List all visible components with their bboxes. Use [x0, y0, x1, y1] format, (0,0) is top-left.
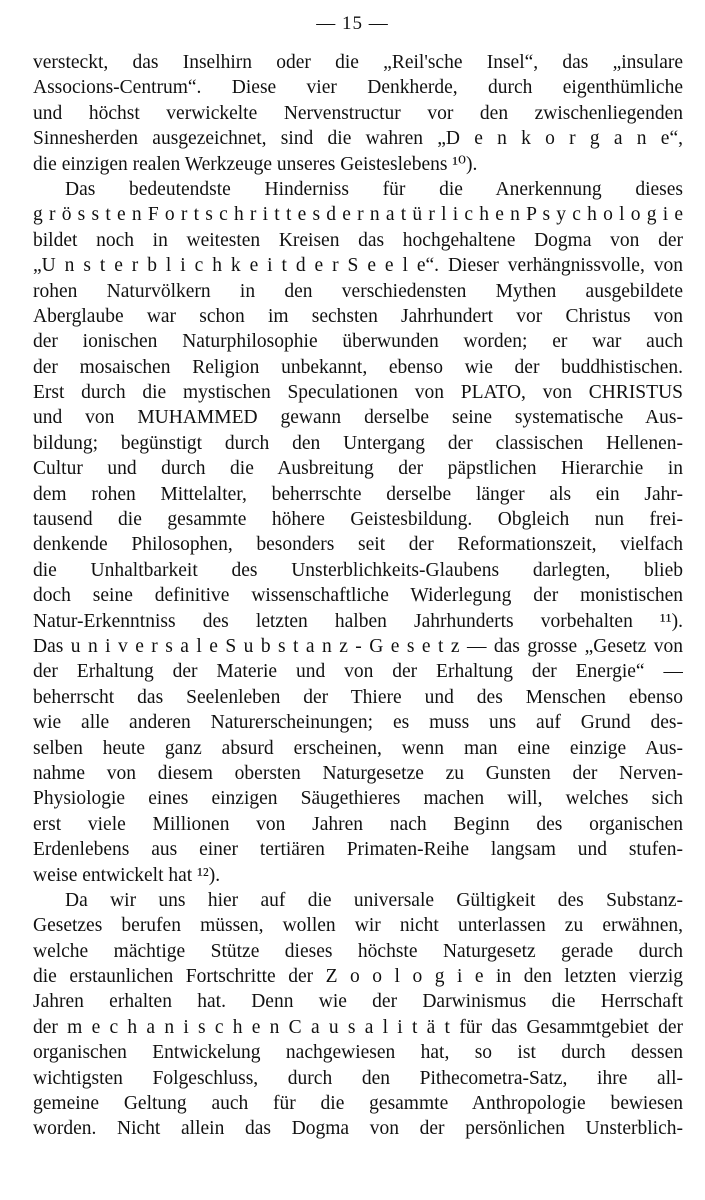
text-line: g r ö s s t e n F o r t s c h r i t t e s d e r n a t ü r l i c h e n P s y c h o l o g i e — [33, 204, 683, 226]
body-text — [33, 50, 683, 1142]
text-line: Jahren erhalten hat. Denn wie der Darwinismus die Herrschaft — [33, 991, 683, 1013]
text-line: wichtigsten Folgeschluss, durch den Pithecometra-Satz, ihre all- — [33, 1067, 683, 1089]
text-line: Associons-Centrum“. Diese vier Denkherde, durch eigenthümliche — [33, 77, 683, 99]
text-line: welche mächtige Stütze dieses höchste Naturgesetz gerade durch — [33, 940, 683, 962]
page-number: — 15 — — [316, 13, 389, 34]
text-line: Erst durch die mystischen Speculationen von PLATO, von CHRISTUS — [33, 382, 683, 404]
text-line: erst viele Millionen von Jahren nach Beginn des organischen — [33, 813, 683, 835]
text-line: bildet noch in weitesten Kreisen das hochgehaltene Dogma von der — [33, 229, 683, 251]
text-line: Sinnesherden ausgezeichnet, sind die wahren „D e n k o r g a n e“, — [33, 128, 683, 150]
text-line: organischen Entwickelung nachgewiesen hat, so ist durch dessen — [33, 1042, 683, 1064]
text-line: rohen Naturvölkern in den verschiedensten Mythen ausgebildete — [33, 280, 683, 302]
text-line: der m e c h a n i s c h e n C a u s a l i t ä t für das Gesammtgebiet der — [33, 1016, 683, 1038]
text-line: „U n s t e r b l i c h k e i t d e r S e e l e“. Dieser verhängnissvolle, von — [33, 255, 683, 277]
text-line: der ionischen Naturphilosophie überwunden worden; er war auch — [33, 331, 683, 353]
text-line: Erdenlebens aus einer tertiären Primaten-Reihe langsam und stufen- — [33, 839, 683, 861]
text-line: wie alle anderen Naturerscheinungen; es muss uns auf Grund des- — [33, 712, 683, 734]
text-line: Da wir uns hier auf die universale Gültigkeit des Substanz- — [65, 889, 683, 911]
text-line: Cultur und durch die Ausbreitung der päpstlichen Hierarchie in — [33, 458, 683, 480]
text-line: selben heute ganz absurd erscheinen, wenn man eine einzige Aus- — [33, 737, 683, 759]
text-line: die Unhaltbarkeit des Unsterblichkeits-Glaubens darlegten, blieb — [33, 559, 683, 581]
text-line: weise entwickelt hat ¹²). — [33, 864, 221, 886]
text-line: und höchst verwickelte Nervenstructur vor den zwischenliegenden — [33, 102, 683, 124]
text-line: Gesetzes berufen müssen, wollen wir nicht unterlassen zu erwähnen, — [33, 915, 683, 937]
text-line: Das bedeutendste Hinderniss für die Anerkennung dieses — [65, 178, 683, 200]
text-line: der mosaischen Religion unbekannt, ebenso wie der buddhistischen. — [33, 356, 683, 378]
text-line: gemeine Geltung auch für die gesammte Anthropologie bewiesen — [33, 1093, 683, 1115]
text-line: nahme von diesem obersten Naturgesetze zu Gunsten der Nerven- — [33, 762, 683, 784]
text-line: dem rohen Mittelalter, beherrschte derselbe länger als ein Jahr- — [33, 483, 683, 505]
text-line: bildung; begünstigt durch den Untergang der classischen Hellenen- — [33, 432, 683, 454]
text-line: doch seine definitive wissenschaftliche Widerlegung der monistischen — [33, 585, 683, 607]
text-line: Das u n i v e r s a l e S u b s t a n z - G e s e t z — das grosse „Gesetz von — [33, 635, 683, 657]
text-line: der Erhaltung der Materie und von der Erhaltung der Energie“ — — [33, 661, 683, 683]
text-line: Aberglaube war schon im sechsten Jahrhundert vor Christus von — [33, 305, 683, 327]
text-line: beherrscht das Seelenleben der Thiere und des Menschen ebenso — [33, 686, 683, 708]
text-line: die erstaunlichen Fortschritte der Z o o l o g i e in den letzten vierzig — [33, 966, 683, 988]
text-line: Physiologie eines einzigen Säugethieres machen will, welches sich — [33, 788, 683, 810]
text-line: Natur-Erkenntniss des letzten halben Jahrhunderts vorbehalten ¹¹). — [33, 610, 683, 632]
text-line: versteckt, das Inselhirn oder die „Reil'sche Insel“, das „insulare — [33, 52, 683, 73]
text-line: tausend die gesammte höhere Geistesbildung. Obgleich nun frei- — [33, 509, 683, 531]
text-line: worden. Nicht allein das Dogma von der persönlichen Unsterblich- — [33, 1118, 683, 1140]
text-line: die einzigen realen Werkzeuge unseres Geisteslebens ¹⁰). — [33, 153, 478, 175]
text-line: denkende Philosophen, besonders seit der Reformationszeit, vielfach — [33, 534, 683, 556]
text-line: und von MUHAMMED gewann derselbe seine systematische Aus- — [33, 407, 683, 429]
